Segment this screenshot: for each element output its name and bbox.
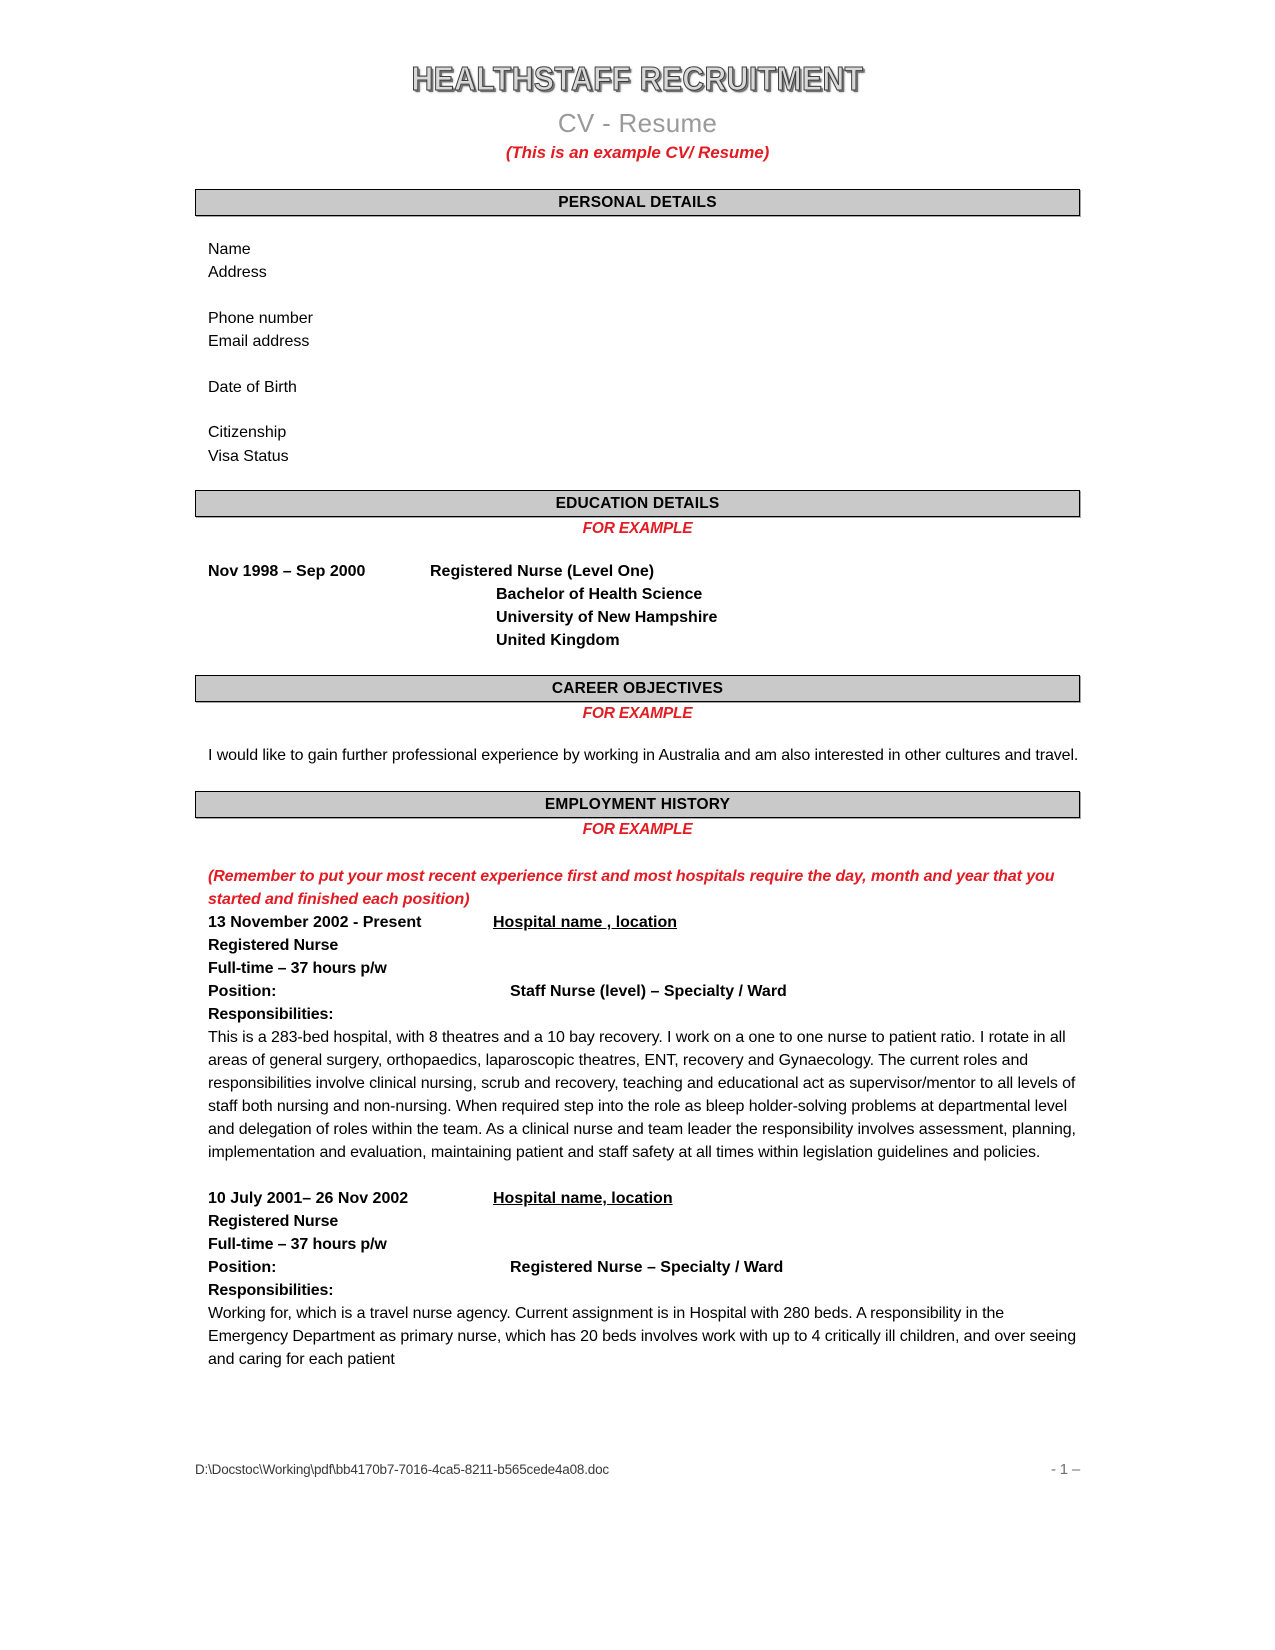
field-email-address: Email address [208,333,310,350]
footer-page-number: - 1 – [1050,1461,1080,1478]
job-dates: 13 November 2002 - Present [208,914,422,931]
career-for-example-note: FOR EXAMPLE [582,705,693,722]
job-dates: 10 July 2001– 26 Nov 2002 [208,1190,409,1207]
job-role: Registered Nurse [208,1213,339,1230]
document-content [195,163,1080,1372]
employment-reminder-note: (Remember to put your most recent experience first and most hospitals require the day, month and year that you started and finished each position) [208,868,1055,908]
education-qualification: Registered Nurse (Level One) [430,563,655,580]
section-header-personal-details: PERSONAL DETAILS [195,189,1080,216]
section-header-education-details: EDUCATION DETAILS [195,490,1080,517]
education-dates: Nov 1998 – Sep 2000 [208,563,366,580]
job-responsibilities-label: Responsibilities: [208,1282,334,1299]
education-country: United Kingdom [496,632,620,649]
job-responsibilities-label: Responsibilities: [208,1006,334,1023]
employment-entry [208,1187,1080,1371]
field-visa-status: Visa Status [208,447,289,465]
field-citizenship: Citizenship [208,424,287,441]
job-position-label: Position: [208,983,277,1000]
employment-for-example-note: FOR EXAMPLE [582,821,693,838]
job-position-label: Position: [208,1259,277,1276]
section-header-career-objectives: CAREER OBJECTIVES [195,675,1080,702]
section-header-employment-history: EMPLOYMENT HISTORY [195,791,1080,818]
employment-entry [208,911,1080,1164]
document-type-title: CV - Resume [557,107,718,138]
job-responsibilities-text: This is a 283-bed hospital, with 8 theatres and a 10 bay recovery. I work on a one to one nurse to patient ratio. I rotate in all areas of general surgery, orthopaedics, laparoscopic theatres, ENT, recovery and Gynaecology. The current roles and responsibilities involve clinical nursing, scrub and recovery, teaching and educational act as supervisor/mentor to all levels of staff both nursing and non-nursing. When required step into the role as bleep holder-solving problems at departmental level and delegation of roles within the team. As a clinical nurse and team leader the responsibility involves assessment, planning, implementation and evaluation, maintaining patient and staff safety at all times within legislation guidelines and policies. [208,1029,1076,1161]
career-objectives-paragraph: I would like to gain further professional experience by working in Australia and am also interested in other cultures and travel. [208,747,1079,764]
education-degree: Bachelor of Health Science [496,586,703,603]
job-responsibilities-text: Working for, which is a travel nurse agency. Current assignment is in Hospital with 280 beds. A responsibility in the Emergency Department as primary nurse, which has 20 beds involves work with up to 4 critically ill children, and over seeing and caring for each patient [208,1305,1076,1368]
job-hours: Full-time – 37 hours p/w [208,960,387,977]
job-employer: Hospital name, location [493,1190,673,1207]
personal-details-fields [195,238,1080,469]
job-position-value: Staff Nurse (level) – Specialty / Ward [510,983,787,1000]
page-footer [195,1461,1080,1478]
example-disclaimer: (This is an example CV/ Resume) [505,142,770,162]
education-entry [195,560,1080,652]
field-date-of-birth: Date of Birth [208,378,297,396]
job-employer: Hospital name , location [493,914,678,931]
company-title: HEALTHSTAFF RECRUITMENT [411,60,864,98]
footer-file-path: D:\Docstoc\Working\pdf\bb4170b7-7016-4ca5-8211-b565cede4a08.doc [195,1462,609,1477]
job-role: Registered Nurse [208,937,339,954]
education-for-example-note: FOR EXAMPLE [582,520,693,537]
job-hours: Full-time – 37 hours p/w [208,1236,387,1253]
field-phone-number: Phone number [208,309,313,327]
education-institution: University of New Hampshire [496,609,718,626]
field-name: Name [208,240,251,258]
employment-history-body [195,865,1080,1371]
job-position-value: Registered Nurse – Specialty / Ward [510,1259,784,1276]
field-address: Address [208,264,267,281]
document-title-block [0,0,1275,163]
